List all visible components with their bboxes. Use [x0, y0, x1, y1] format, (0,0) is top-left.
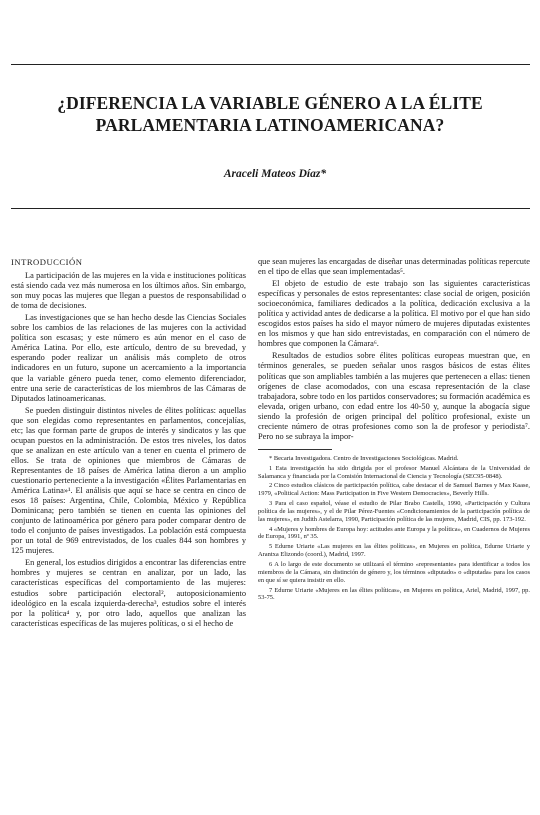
footnote: 1 Esta investigación ha sido dirigida por el profesor Manuel Alcántara de la Universidad de Salamanca y financiada por la Comisión Internacional de Ciencia y Tecnología (SEC95-0848).: [258, 464, 530, 480]
article-title: ¿DIFERENCIA LA VARIABLE GÉNERO A LA ÉLITE PARLAMENTARIA LATINOAMERICANA?: [57, 93, 483, 135]
footnote: 5 Edurne Uriarte «Las mujeres en las élites políticas», en Mujeres en política, Edurne Uriarte y Arantxa Elizondo (coord.), Madrid, 1997.: [258, 543, 530, 559]
top-rule: [11, 64, 530, 65]
body-paragraph: La participación de las mujeres en la vida e instituciones políticas está siendo cada vez más numerosa en los últimos años. Sin embargo, son muy pocas las mujeres que llegan a puestos de responsabilidad o de toma de decisiones.: [11, 271, 246, 311]
left-column: [11, 257, 246, 629]
body-paragraph: El objeto de estudio de este trabajo son las siguientes características específicas y personales de estos representantes: clase social de origen, posición socioeconómica, familiares dedicados a la política, dedicación exclusiva a la política y actividad antes de dedicarse a la política. El motivo por el que han sido escogidos estos países ha sido el mayor número de mujeres diputadas existentes en los mismos y que han sido entrevistadas, en comparación con el número de hombres que componen la Cámara⁶.: [258, 279, 530, 349]
body-paragraph: Las investigaciones que se han hecho desde las Ciencias Sociales sobre los cambios de las relaciones de las mujeres con la actividad política son escasas; y este número es aún menor en el caso de América Latina. Por ello, este artículo, dentro de su brevedad, y esperando poder realizar un análisis más completo de otros indicadores en un futuro, supone un acercamiento a la importancia que la variable género pueda tener, como elemento diferenciador, entre una serie de características de los miembros de las Cámaras de Diputados latinoamericanas.: [11, 313, 246, 403]
footnote: 3 Para el caso español, véase el estudio de Pilar Brabo Castells, 1990, «Participación y Cultura política de las mujeres», y el de Pilar Pérez-Fuentes «Condicionamientos de la participación política de las mujeres», en Judith Astelarra, 1990, Participación política de las mujeres, Madrid, CIS, pp. 173-192.: [258, 500, 530, 523]
footnote: 2 Cinco estudios clásicos de participación política, cabe destacar el de Samuel Barnes y Max Kaase, 1979, «Political Action: Mass Participation in Five Western Democracies», Beverly Hills.: [258, 482, 530, 498]
header-bottom-rule: [11, 208, 530, 209]
footnote-rule: [258, 449, 332, 450]
section-heading: INTRODUCCIÓN: [11, 257, 83, 267]
footnote: 4 «Mujeres y hombres de Europa hoy: actitudes ante Europa y la política», en Cuadernos de Mujeres de Europa, 1991, nº 35.: [258, 525, 530, 541]
right-column: [258, 257, 530, 602]
footnote: * Becaria Investigadora. Centro de Investigaciones Sociológicas. Madrid.: [269, 454, 459, 462]
body-paragraph: En general, los estudios dirigidos a encontrar las diferencias entre hombres y mujeres se centran en analizar, por un lado, las características específicas del comportamiento de las mujeres: estudios sobre participación electoral², autoposicionamiento ideológico en la escala izquierda-derecha³, estudios sobre el interés por la política⁴ y, por otro lado, aquellos que analizan las características específicas de las mujeres políticas, o si el hecho de: [11, 558, 246, 628]
author-name: Araceli Mateos Díaz*: [223, 168, 327, 180]
body-paragraph: Resultados de estudios sobre élites políticas europeas muestran que, en términos generales, se pueden señalar unos rasgos básicos de estas élites políticas que son ampliables también a las mujeres que pertenecen a ellas: tienen orígenes de clase acomodados, con una escasa representación de la clase trabajadora, sobre todo en los partidos conservadores; su formación académica es elevada, origen urbano, con edad entre los 40-50 y, aunque la abogacía sigue siendo la profesión de origen principal del político profesional, existe un creciente número de otras profesiones como son la de profesor y periodista⁷. Pero no se subraya la impor-: [258, 351, 530, 441]
footnotes: [258, 455, 530, 602]
body-paragraph: Se pueden distinguir distintos niveles de élites políticas: aquellas que son elegidas como representantes en parlamentos, concejalías, etc; las que forman parte de grupos de interés y sindicatos y las que ocupan puestos en la administración. De estos tres niveles, los datos que se analizan en este artículo van a tener en cuenta el primero de ellos. Se trata de opiniones que miembros de Cámaras de Representantes de 18 países de América latina dieron a un amplio cuestionario perteneciente a la investigación «Élites Parlamentarias en América Latina»¹. El análisis que aquí se hace se centra en cinco de esos 18 países: Argentina, Chile, Colombia, México y República Dominicana; pero también se tienen en cuenta las opiniones del conjunto de latinoamérica por género para poder comparar dentro de todo el conjunto de países investigados. La población está compuesta por un total de 969 entrevistados, de los cuales 844 son hombres y 125 mujeres.: [11, 405, 246, 556]
body-paragraph: que sean mujeres las encargadas de diseñar unas determinadas políticas repercute en el tipo de ellas que sean implementadas⁵.: [258, 257, 530, 277]
footnote: 6 A lo largo de este documento se utilizará el término «representante» para identificar a todos los miembros de la Cámara, sin distinción de género y, los términos «diputado» o «diputada» para los casos en que sí se quiera insistir en ello.: [258, 560, 530, 584]
footnote: 7 Edurne Uriarte «Mujeres en las élites políticas», en Mujeres en política, Ariel, Madrid, 1997, pp. 53-75.: [258, 586, 530, 602]
